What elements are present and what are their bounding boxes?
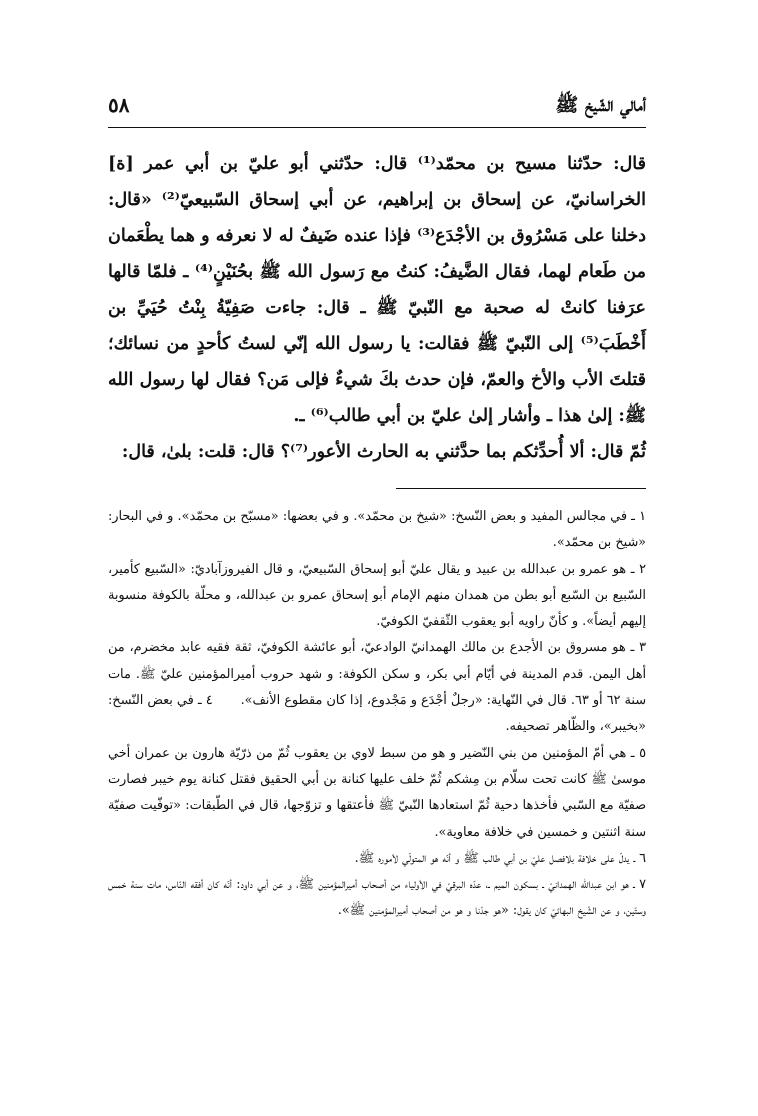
page-number: ٥٨ xyxy=(108,93,130,117)
footnote-3 xyxy=(108,635,646,740)
footnote-2: ٢ ـ هو عمرو بن عبدالله بن عبيد و يقال عليّ أبو إسحاق السّبيعيّ، و قال الفيروزآباديّ: «السّبيع كأمير، السّبيع بن السّبع أبو بطن من همدان منهم الإمام أبو إسحاق عمرو بن عبدالله، و محلّة بالكوفة منسوبة إليهم أيضاً». و كأنّ راويه أبو يعقوب الثّقفيّ الكوفيّ. xyxy=(108,561,646,630)
footnote-separator xyxy=(396,488,646,489)
footnote-6: ٦ ـ يدلّ على خلافة بلافصل عليّ بن أبي طالب ﷺ و أنّه هو المتولّي لأموره ﷺ. xyxy=(354,850,646,866)
main-paragraph-1: قال: حدّثنا مسيح بن محمّد⁽¹⁾ قال: حدّثني أبو عليّ بن أبي عمر [ة] الخراسانيّ، عن إسحاق بن إبراهيم، عن أبي إسحاق السّبيعيّ⁽²⁾ «قال: دخلنا على مَسْرُوق بن الأجْدَع⁽³⁾ فإذا عنده ضَيفٌ له لا نعرفه و هما يطْعَمان من طَعام لهما، فقال الضَّيفُ: كنتُ مع رَسول الله ﷺ بحُنَيْنٍ⁽⁴⁾ ـ فلمّا قالها عرَفنا كانتْ له صحبة مع النّبيّ ﷺ ـ قال: جاءت صَفِيّةُ بِنْتُ حُيَيِّ بن أَخْطَبَ⁽⁵⁾ إلى النّبيّ ﷺ فقالت: يا رسول الله إنّي لستُ كأحدٍ من نسائك؛ قتلتَ الأب والأخ والعمّ، فإن حدث بكَ شيءٌ فإلى مَن؟ فقال لها رسول الله ﷺ: إلىٰ هذا ـ وأشار إلىٰ عليّ بن أبي طالب⁽⁶⁾ ـ. xyxy=(108,154,647,426)
footnote-5: ٥ ـ هي أمّ المؤمنين من بني النّضير و هو من سبط لاوي بن يعقوب ثُمّ من ذرّيّة هارون بن عمران أخي موسىٰ ﷺ كانت تحت سلّام بن مِشكم ثُمّ خلف عليها كنانة بن أبي الحقيق فقتل كنانة يوم خيبر فصارت صفيّة مع السّبي فأخذها دحية ثُمّ استعادها النّبيّ ﷺ فأعتقها و تزوّجها، قال في الطّبقات: «توفّيت صفيّة سنة اثنتين و خمسين في خلافة معاوية». xyxy=(108,745,646,840)
page-header xyxy=(108,93,646,128)
running-title: أمالي الشّيخ ﷺ xyxy=(555,94,646,116)
footnote-3-text: ٣ ـ هو مسروق بن الأجدع بن مالك الهمدانيّ الوادعيّ، أبو عائشة الكوفيّ، ثقة فقيه عابد مخضرم، من أهل اليمن. قدم المدينة في أيّام أبي بكر، و سكن الكوفة: و شهد حروب أميرالمؤمنين عليّ ﷺ. مات سنة ٦٢ أو ٦٣. قال في النّهاية: «رجلٌ أجْدَع و مَجْدوع، إذا كان مقطوع الأنف». xyxy=(108,640,646,709)
main-paragraph-2: ثُمّ قال: ألا أُحدِّثكم بما حدَّثني به الحارث الأعور⁽⁷⁾؟ قال: قلت: بلىٰ، قال: xyxy=(121,442,646,462)
footnotes xyxy=(108,504,646,925)
main-text xyxy=(108,146,646,470)
footnote-1: ١ ـ في مجالس المفيد و بعض النّسخ: «شيخ بن محمّد». و في بعضها: «مسبّح بن محمّد». و في البحار: «شيخ بن محمّد». xyxy=(108,509,646,551)
footnote-4: ٤ ـ في بعض النّسخ: «بخيبر»، والظّاهر تصحيفه. xyxy=(108,693,646,735)
footnote-7: ٧ ـ هو ابن عبدالله الهمدانيّ ـ بسكون الميم ـ، عدّه البرقيّ في الأولياء من أصحاب أميرالمؤمنين ﷺ، و عن أبي داود: أنّه كان أفقه النّاس، مات سنة خمس وستّين، و عن الشّيخ البهائيّ كان يقول: «هو جدّنا و هو من أصحاب أميرالمؤمنين ﷺ». xyxy=(108,877,646,919)
